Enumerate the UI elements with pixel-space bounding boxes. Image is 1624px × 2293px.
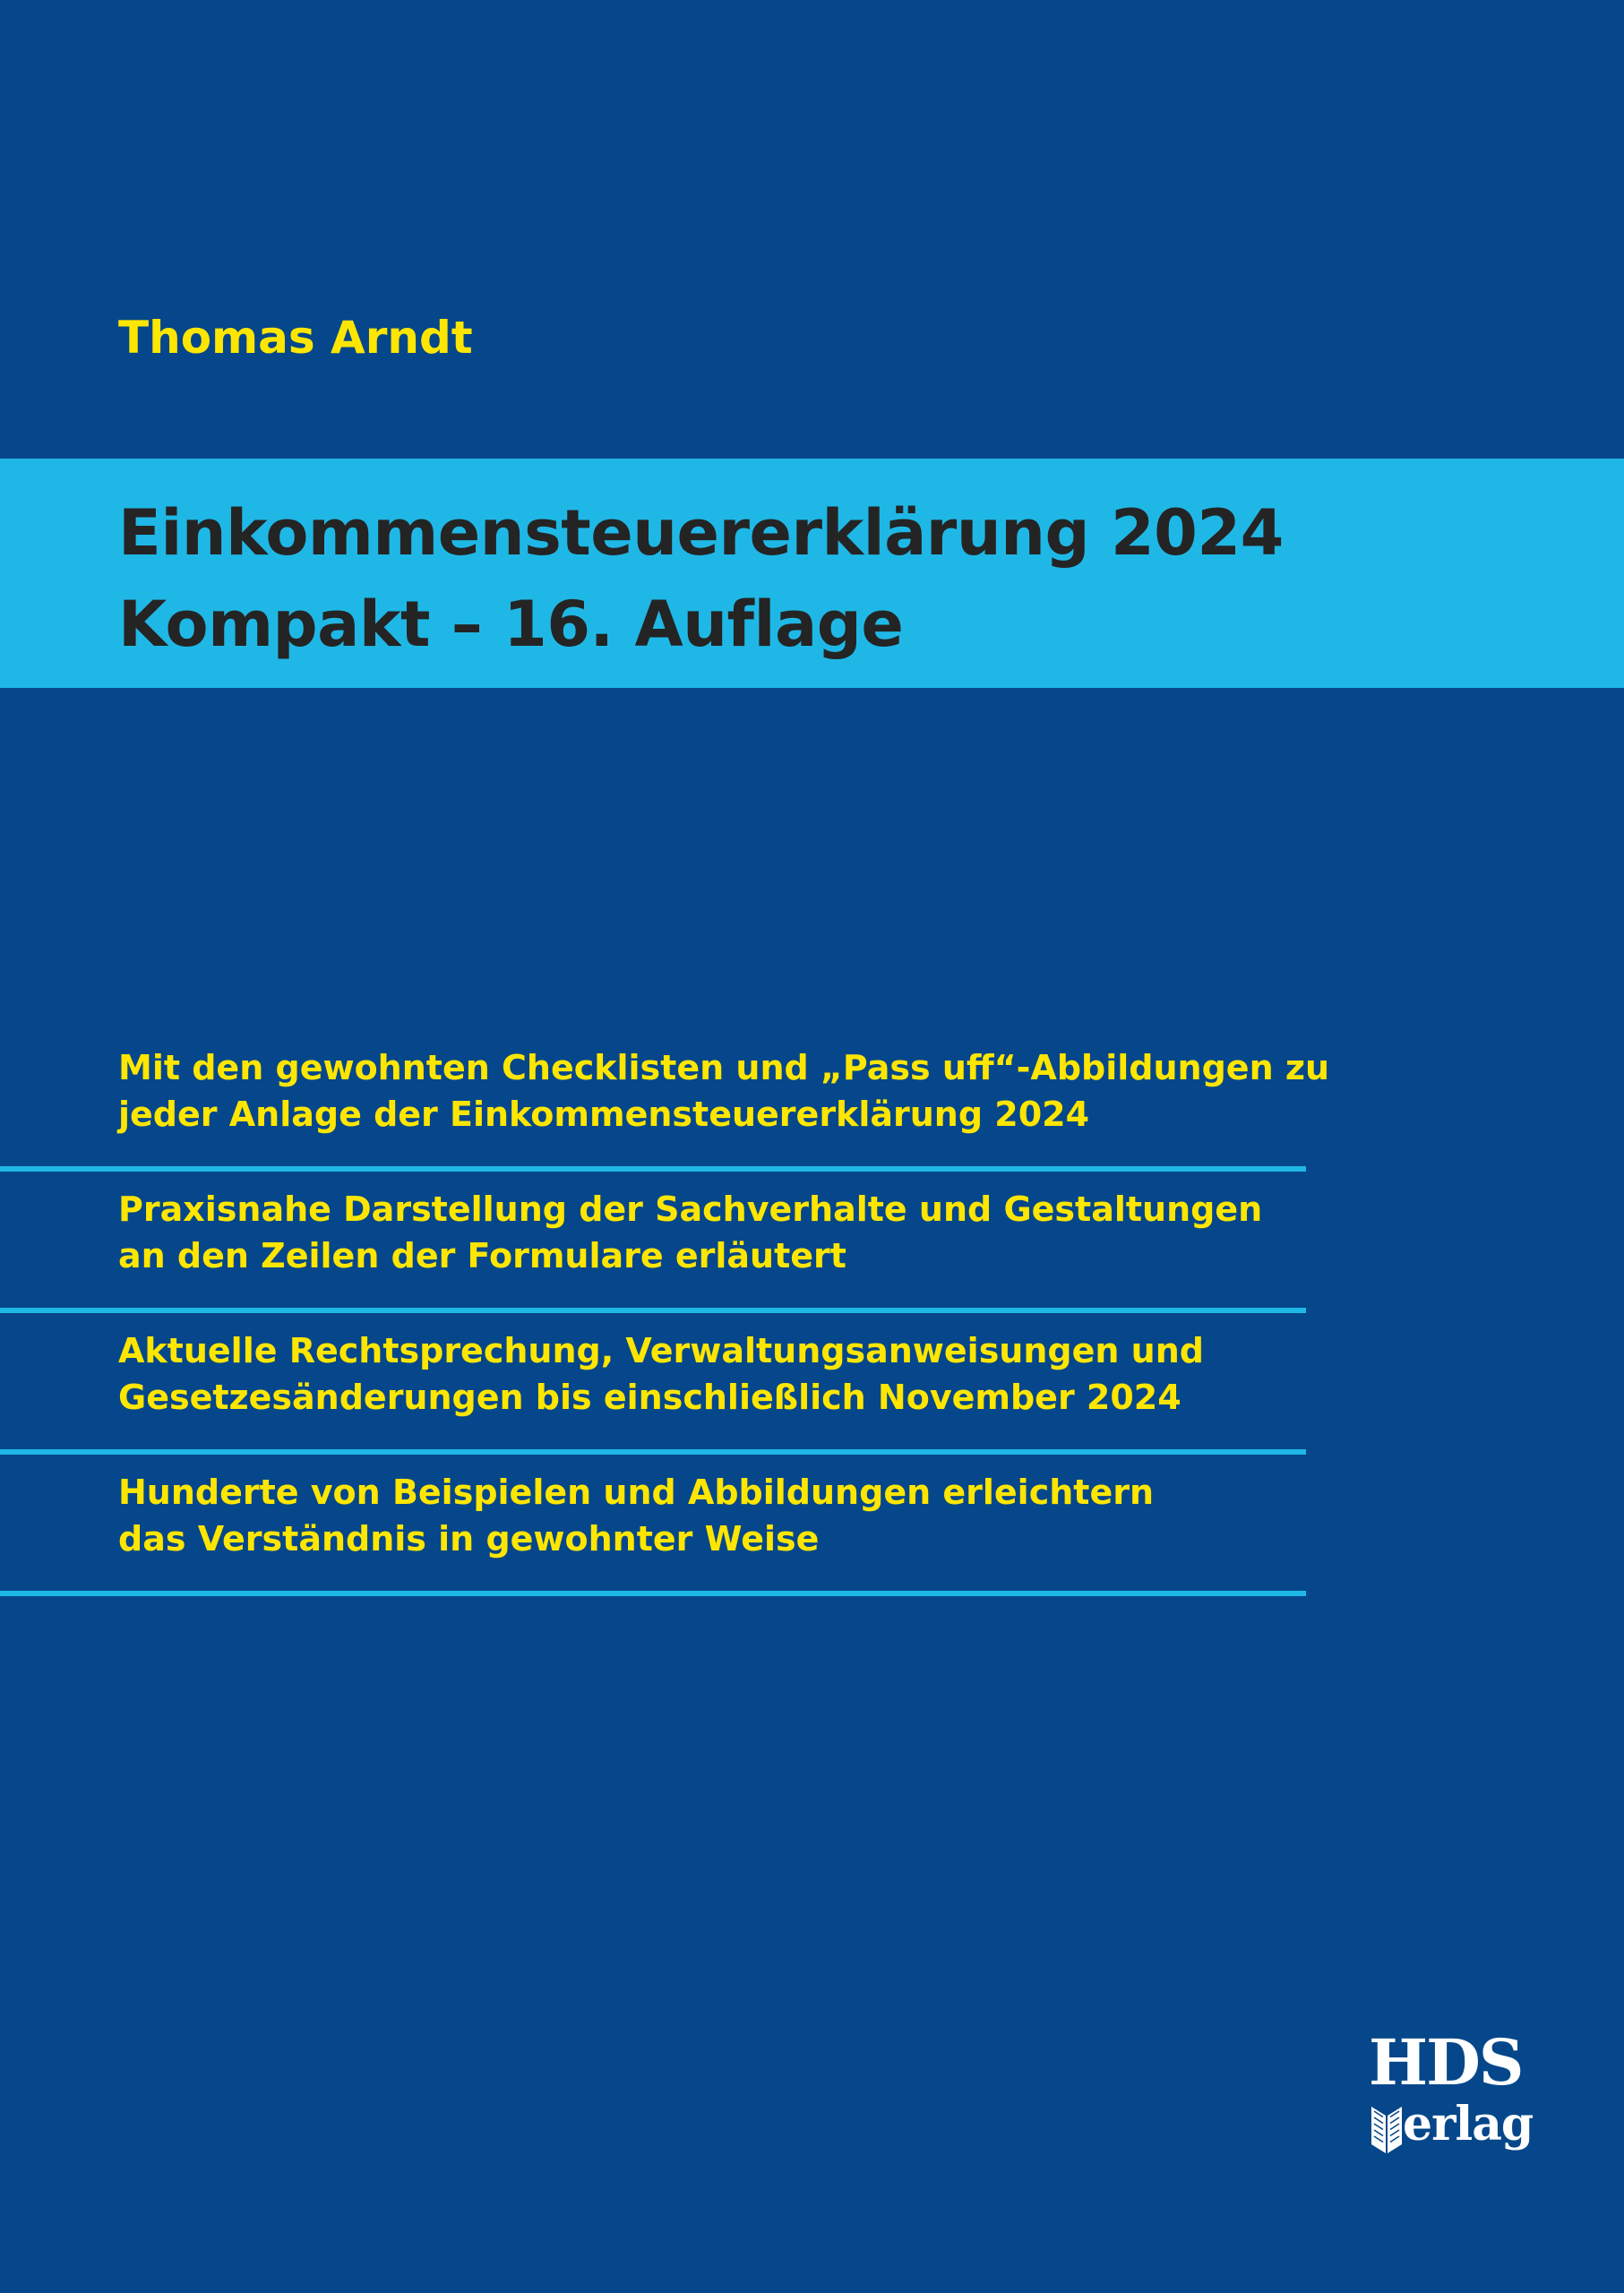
feature-line: das Verständnis in gewohnter Weise — [118, 1519, 820, 1559]
feature-line: an den Zeilen der Formulare erläutert — [118, 1236, 846, 1275]
feature-line: jeder Anlage der Einkommensteuererklärung 2024 — [118, 1095, 1090, 1134]
feature-item — [0, 1313, 1306, 1455]
book-subtitle: Kompakt – 16. Auflage — [118, 588, 904, 661]
feature-item — [0, 1030, 1330, 1172]
feature-text — [118, 1186, 1301, 1279]
author-name: Thomas Arndt — [118, 312, 473, 364]
feature-line: Gesetzesänderungen bis einschließlich November 2024 — [118, 1378, 1181, 1417]
feature-line: Mit den gewohnten Checklisten und „Pass uff“-Abbildungen zu — [118, 1048, 1330, 1087]
feature-text — [118, 1327, 1301, 1421]
feature-text — [118, 1044, 1330, 1138]
feature-list — [0, 1030, 1330, 1596]
book-title: Einkommensteuererklärung 2024 — [118, 496, 1284, 570]
feature-line: Praxisnahe Darstellung der Sachverhalte und Gestaltungen — [118, 1189, 1263, 1229]
publisher-logo — [1369, 2025, 1534, 2157]
book-v-icon — [1371, 2103, 1403, 2155]
feature-item — [0, 1455, 1306, 1596]
publisher-logo-hds: HDS — [1369, 2025, 1523, 2100]
feature-line: Aktuelle Rechtsprechung, Verwaltungsanweisungen und — [118, 1331, 1204, 1370]
feature-text — [118, 1469, 1301, 1562]
feature-item — [0, 1172, 1306, 1313]
feature-line: Hunderte von Beispielen und Abbildungen erleichtern — [118, 1473, 1155, 1512]
publisher-logo-verlag: erlag — [1403, 2097, 1534, 2151]
